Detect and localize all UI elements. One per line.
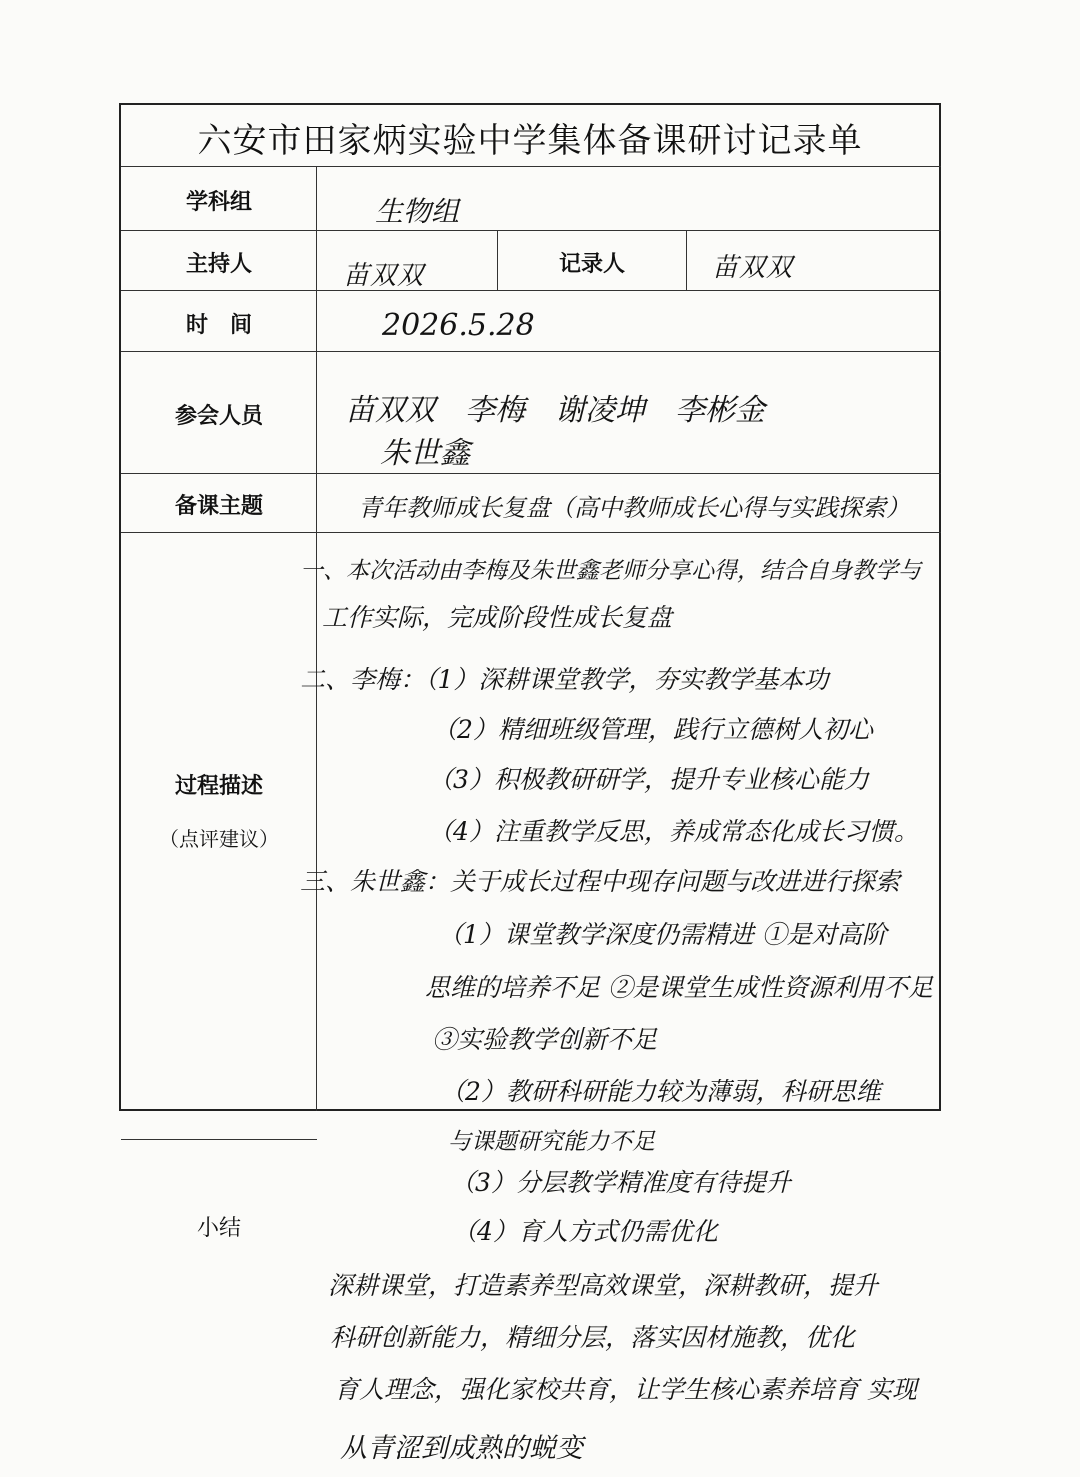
date-value: 2026.5.28: [382, 308, 535, 343]
label-host: 主持人: [185, 252, 252, 277]
process-line: 工作实际，完成阶段性成长复盘: [322, 603, 673, 632]
process-line: （2）精细班级管理，践行立德树人初心: [432, 715, 873, 744]
summary-line: 科研创新能力，精细分层，落实因材施教，优化: [330, 1323, 856, 1352]
column-divider: [686, 230, 687, 290]
process-line: 思维的培养不足 ②是课堂生成性资源利用不足: [425, 973, 933, 1002]
process-line: 一、本次活动由李梅及朱世鑫老师分享心得，结合自身教学与: [300, 558, 921, 584]
process-line: （4）注重教学反思，养成常态化成长习惯。: [428, 817, 919, 846]
row-divider: [121, 166, 941, 167]
participants-line-2: 朱世鑫: [380, 436, 470, 471]
summary-line: 深耕课堂，打造素养型高效课堂，深耕教研，提升: [328, 1271, 879, 1300]
label-subject-group: 学科组: [185, 190, 252, 215]
label-process: 过程描述: [174, 774, 263, 799]
process-line: 二、李梅：（1）深耕课堂教学，夯实教学基本功: [300, 665, 829, 694]
row-divider: [121, 351, 941, 352]
summary-line: 育人理念，强化家校共育，让学生核心素养培育 实现: [334, 1375, 917, 1404]
row-divider: [121, 230, 941, 231]
row-divider: [121, 473, 941, 474]
form-title: 六安市田家炳实验中学集体备课研讨记录单: [197, 121, 863, 161]
host-value: 苗双双: [343, 261, 425, 291]
label-summary: 小结: [196, 1216, 241, 1241]
process-line: ③实验教学创新不足: [432, 1025, 658, 1054]
process-line: （3）分层教学精准度有待提升: [450, 1168, 791, 1197]
label-process-note: （点评建议）: [159, 827, 279, 851]
process-line: （4）育人方式仍需优化: [452, 1217, 718, 1246]
process-line: （1）课堂教学深度仍需精进 ①是对高阶: [438, 920, 887, 949]
participants-line-1: 苗双双 李梅 谢凌坤 李彬金: [345, 393, 765, 428]
label-participants: 参会人员: [174, 404, 263, 429]
process-line: （2）教研科研能力较为薄弱，科研思维: [440, 1077, 881, 1106]
subject-group-value: 生物组: [375, 195, 460, 228]
row-divider: [121, 1139, 317, 1140]
topic-value: 青年教师成长复盘（高中教师成长心得与实践探索）: [358, 494, 910, 522]
process-line: （3）积极教研研学，提升专业核心能力: [428, 765, 869, 794]
summary-line: 从青涩到成熟的蜕变: [340, 1433, 583, 1464]
process-line: 与课题研究能力不足: [448, 1129, 655, 1155]
row-divider: [121, 532, 941, 533]
label-time: 时 间: [185, 313, 252, 338]
row-divider: [121, 290, 941, 291]
label-topic: 备课主题: [174, 494, 263, 519]
label-recorder: 记录人: [558, 252, 625, 277]
process-line: 三、朱世鑫：关于成长过程中现存问题与改进进行探索: [300, 867, 901, 896]
recorder-value: 苗双双: [712, 253, 794, 283]
